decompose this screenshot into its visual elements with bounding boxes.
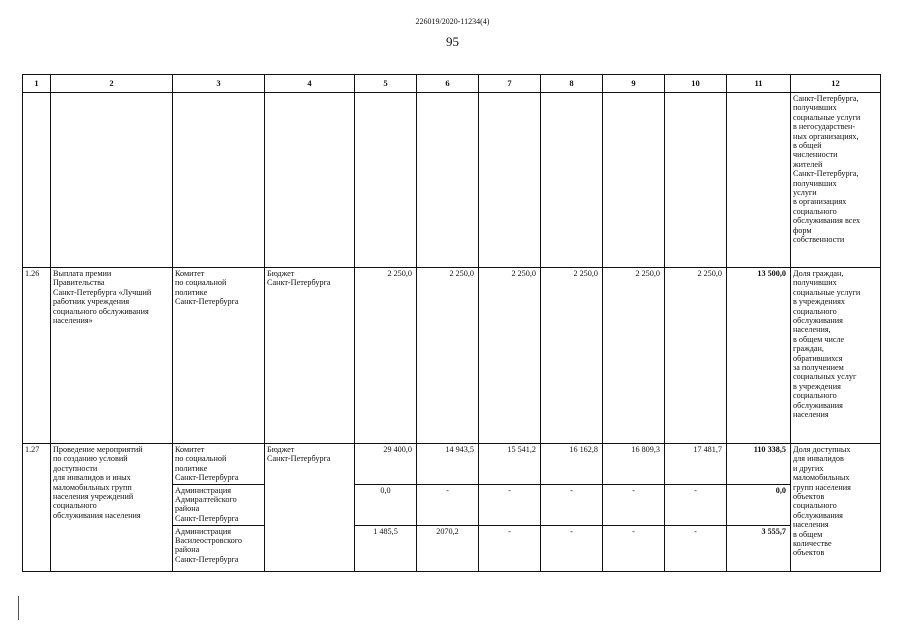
column-header: 8 xyxy=(541,75,603,93)
column-header: 11 xyxy=(727,75,791,93)
column-header: 3 xyxy=(173,75,265,93)
value-cell: 2 250,0 xyxy=(355,268,417,444)
value-cell: 0,0 xyxy=(355,484,417,525)
total-cell: 13 500,0 xyxy=(727,268,791,444)
column-header: 6 xyxy=(417,75,479,93)
value-cell: 14 943,5 xyxy=(417,444,479,485)
empty-cell xyxy=(417,93,479,268)
value-cell: 1 485,5 xyxy=(355,525,417,571)
empty-cell xyxy=(665,93,727,268)
empty-cell xyxy=(173,93,265,268)
empty-cell xyxy=(541,93,603,268)
column-header: 4 xyxy=(265,75,355,93)
value-cell: - xyxy=(541,525,603,571)
document-id: 226019/2020-11234(4) xyxy=(415,17,490,26)
value-cell: 15 541,2 xyxy=(479,444,541,485)
measure-name: Выплата премии Правительства Санкт-Петербурга «Лучший работник учреждения социального обслуживания населения» xyxy=(51,268,173,444)
measure-name: Проведение мероприятий по созданию условий доступности для инвалидов и иных маломобильных групп населения учреждений социального обслуживания населения xyxy=(51,444,173,572)
indicator-cell: Доля граждан, получивших социальные услуги в учреждениях социального обслуживания населения, в общем числе граждан, обратившихся за получением социальных услуг в учреждения социального обслуживания населения xyxy=(791,268,881,444)
value-cell: - xyxy=(417,484,479,525)
total-cell: 3 555,7 xyxy=(727,525,791,571)
page-number: 95 xyxy=(446,34,459,49)
table-row-continuation xyxy=(23,93,881,268)
value-cell: 2 250,0 xyxy=(665,268,727,444)
executor-cell: Администрация Адмиралтейского района Санкт-Петербурга xyxy=(173,484,265,525)
value-cell: - xyxy=(479,525,541,571)
value-cell: - xyxy=(541,484,603,525)
table-row-1-26 xyxy=(23,268,881,444)
total-cell: 110 338,5 xyxy=(727,444,791,485)
empty-cell xyxy=(603,93,665,268)
value-cell: 17 481,7 xyxy=(665,444,727,485)
value-cell: 16 162,8 xyxy=(541,444,603,485)
row-number: 1.27 xyxy=(23,444,51,572)
value-cell: 2 250,0 xyxy=(479,268,541,444)
empty-cell xyxy=(51,93,173,268)
program-measures-table xyxy=(22,74,881,572)
scan-margin-mark xyxy=(18,596,19,620)
value-cell: - xyxy=(603,484,665,525)
executor-cell: Комитет по социальной политике Санкт-Петербурга xyxy=(173,444,265,485)
empty-cell xyxy=(23,93,51,268)
empty-cell xyxy=(727,93,791,268)
table-row-1-27 xyxy=(23,444,881,485)
indicator-cell: Санкт-Петербурга, получивших социальные услуги в негосударствен- ных организациях, в общей численности жителей Санкт-Петербурга, получивших услуги в организациях социального обслуживания всех форм собственности xyxy=(791,93,881,268)
funding-source: Бюджет Санкт-Петербурга xyxy=(265,444,355,572)
column-header: 5 xyxy=(355,75,417,93)
empty-cell xyxy=(355,93,417,268)
value-cell: 16 809,3 xyxy=(603,444,665,485)
column-header: 9 xyxy=(603,75,665,93)
value-cell: 2 250,0 xyxy=(417,268,479,444)
funding-source: Бюджет Санкт-Петербурга xyxy=(265,268,355,444)
executor-cell: Администрация Василеостровского района Санкт-Петербурга xyxy=(173,525,265,571)
empty-cell xyxy=(265,93,355,268)
column-header: 7 xyxy=(479,75,541,93)
row-number: 1.26 xyxy=(23,268,51,444)
column-number-header-row xyxy=(23,75,881,93)
column-header: 1 xyxy=(23,75,51,93)
executor-cell: Комитет по социальной политике Санкт-Петербурга xyxy=(173,268,265,444)
indicator-cell: Доля доступных для инвалидов и других маломобильных групп населения объектов социального обслуживания населения в общем количестве объектов xyxy=(791,444,881,572)
value-cell: 29 400,0 xyxy=(355,444,417,485)
column-header: 12 xyxy=(791,75,881,93)
value-cell: - xyxy=(665,484,727,525)
column-header: 2 xyxy=(51,75,173,93)
total-cell: 0,0 xyxy=(727,484,791,525)
value-cell: 2 250,0 xyxy=(541,268,603,444)
value-cell: - xyxy=(479,484,541,525)
column-header: 10 xyxy=(665,75,727,93)
value-cell: 2 250,0 xyxy=(603,268,665,444)
value-cell: - xyxy=(665,525,727,571)
value-cell: - xyxy=(603,525,665,571)
value-cell: 2070,2 xyxy=(417,525,479,571)
empty-cell xyxy=(479,93,541,268)
